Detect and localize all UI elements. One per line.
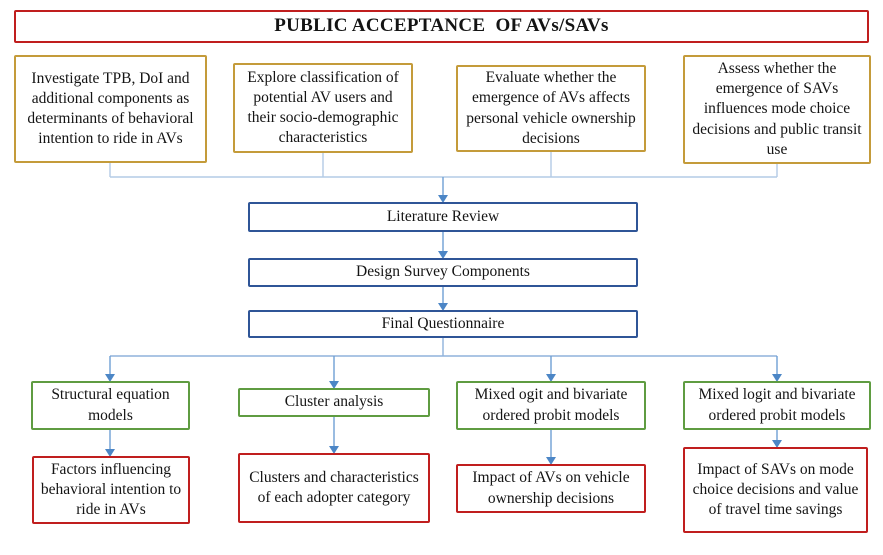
process-box-literature-review <box>248 202 638 232</box>
method-box-4 <box>683 381 871 430</box>
method-box-1-text: Structural equation models <box>51 386 170 424</box>
goal-box-3-text: Evaluate whether the emergence of AVs affects personal vehicle ownership decisions <box>466 69 636 147</box>
goal-box-2 <box>233 63 413 153</box>
process-box-final-questionnaire-label: Final Questionnaire <box>381 314 505 332</box>
outcome-box-4-text: Impact of SAVs on mode choice decisions and value of travel time savings <box>692 460 859 519</box>
goal-box-1 <box>14 55 207 163</box>
process-box-design-survey-components <box>248 258 638 287</box>
method-box-2 <box>238 388 430 417</box>
outcome-box-3-text: Impact of AVs on vehicle ownership decisions <box>472 469 630 507</box>
goal-box-4 <box>683 55 871 164</box>
outcome-box-2-text: Clusters and characteristics of each adopter category <box>249 468 419 506</box>
method-box-3-text: Mixed ogit and bivariate ordered probit models <box>474 386 628 424</box>
outcome-box-1-text: Factors influencing behavioral intention to ride in AVs <box>40 460 182 519</box>
method-box-3 <box>456 381 646 430</box>
outcome-box-1 <box>32 456 190 524</box>
method-box-1 <box>31 381 190 430</box>
process-box-design-survey-components-label: Design Survey Components <box>356 263 530 281</box>
outcome-box-4 <box>683 447 868 533</box>
outcome-box-3 <box>456 464 646 513</box>
page-title: PUBLIC ACCEPTANCE OF AVs/SAVs <box>274 15 609 37</box>
goal-box-2-text: Explore classification of potential AV users and their socio-demographic characteristics <box>247 68 399 147</box>
outcome-box-2 <box>238 453 430 523</box>
goal-box-4-text: Assess whether the emergence of SAVs influences mode choice decisions and public transit use <box>692 60 862 158</box>
process-box-final-questionnaire <box>248 310 638 338</box>
process-box-literature-review-label: Literature Review <box>386 207 500 225</box>
goal-box-1-text: Investigate TPB, DoI and additional components as determinants of behavioral intention to ride in AVs <box>27 69 194 148</box>
method-box-2-text: Cluster analysis <box>284 393 384 411</box>
goal-box-3 <box>456 65 646 152</box>
title-box <box>14 10 869 43</box>
method-box-4-text: Mixed logit and bivariate ordered probit models <box>698 386 856 424</box>
